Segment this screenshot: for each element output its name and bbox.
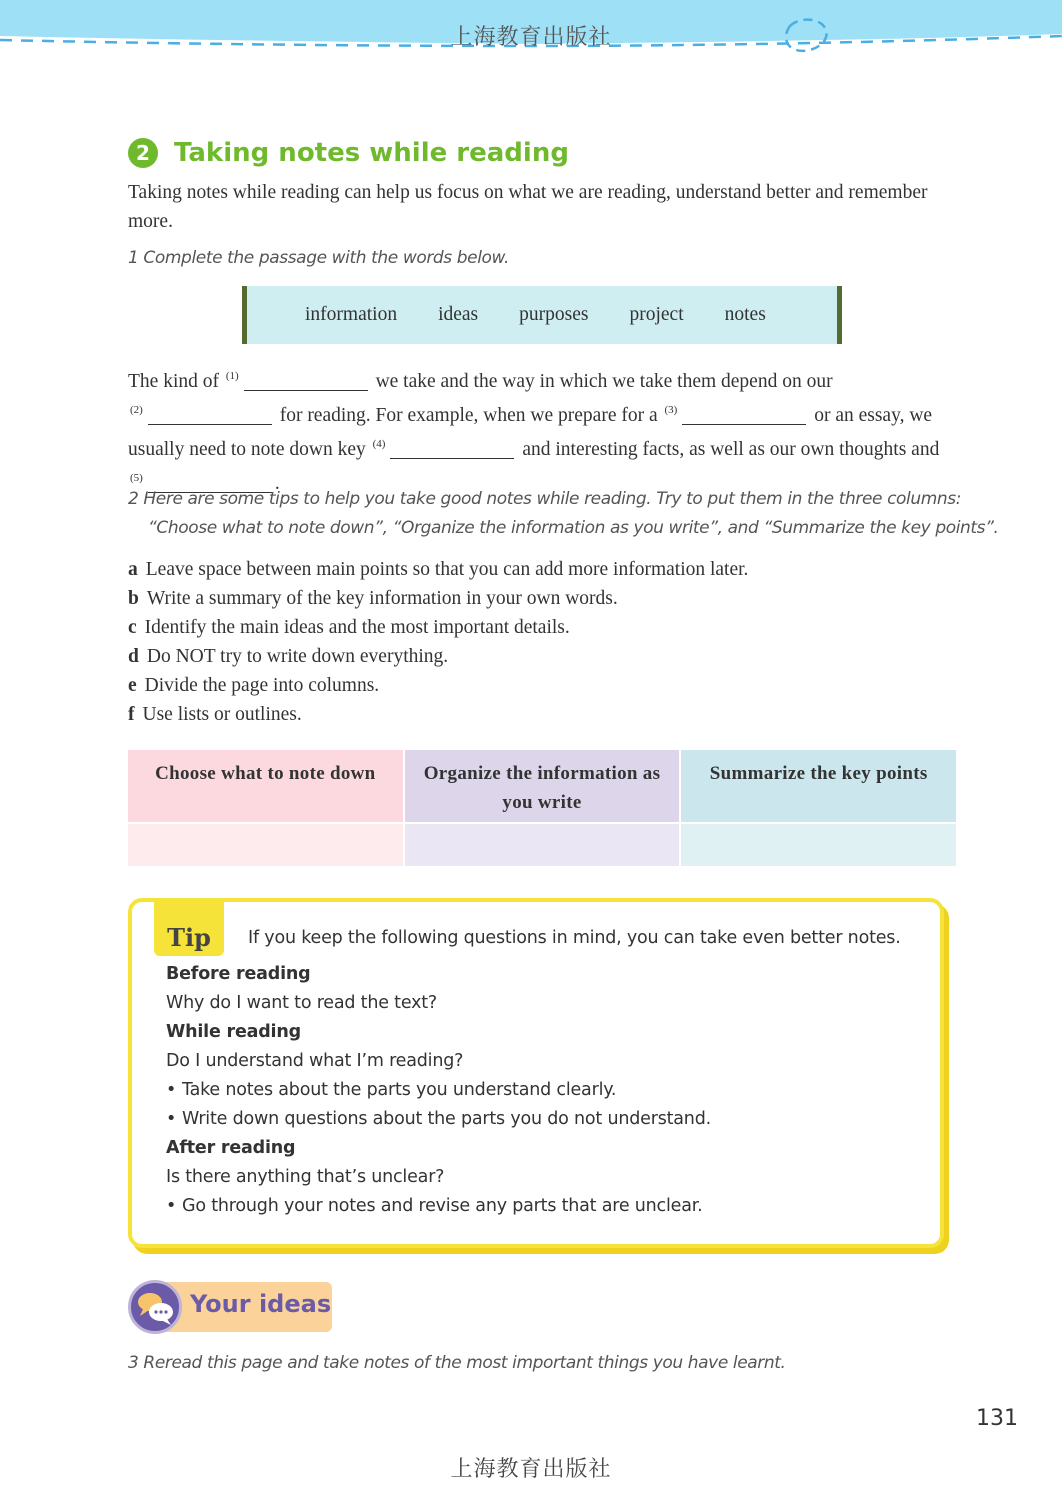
tip-question: Why do I want to read the text? <box>166 993 437 1013</box>
tip-text: Leave space between main points so that you can add more information later. <box>145 559 749 580</box>
tip-letter: b <box>128 588 139 609</box>
section-title: Taking notes while reading <box>174 138 569 168</box>
publisher-watermark-top: 上海教育出版社 <box>450 25 612 50</box>
tip-letter: d <box>128 646 139 667</box>
tip-bullet: • Write down questions about the parts you do not understand. <box>166 1105 926 1134</box>
blank-number: (5) <box>130 472 143 484</box>
passage-text: we take and the way in which we take them depend on our <box>375 371 833 392</box>
blank-4[interactable] <box>390 438 514 459</box>
tip-question: Is there anything that’s unclear? <box>166 1167 445 1187</box>
blank-number: (2) <box>130 404 143 416</box>
tips-list <box>128 555 948 729</box>
blank-3[interactable] <box>682 404 806 425</box>
page-number: 131 <box>976 1406 1018 1431</box>
tip-heading-before: Before reading <box>166 964 311 984</box>
tip-item <box>128 671 948 700</box>
tip-bullet: • Go through your notes and revise any parts that are unclear. <box>166 1192 926 1221</box>
tip-item <box>128 613 948 642</box>
your-ideas-banner <box>128 1280 333 1334</box>
tip-item <box>128 584 948 613</box>
exercise-1-instruction: 1 Complete the passage with the words below. <box>128 248 509 268</box>
passage-text: and interesting facts, as well as our own thoughts and <box>522 439 940 460</box>
tip-heading-while: While reading <box>166 1022 301 1042</box>
column-header: Summarize the key points <box>681 750 956 822</box>
tip-label <box>154 898 224 956</box>
section-heading <box>128 136 569 170</box>
column-choose <box>128 750 403 866</box>
column-organize <box>405 750 680 866</box>
tip-box <box>128 898 944 1248</box>
passage-text: The kind of <box>128 371 219 392</box>
tip-content <box>166 960 926 1221</box>
tip-letter: a <box>128 559 138 580</box>
blank-2[interactable] <box>148 404 272 425</box>
word-bank-item: purposes <box>519 304 589 325</box>
passage-text: . <box>274 473 280 494</box>
column-header: Organize the information as you write <box>405 750 680 822</box>
tip-letter: e <box>128 675 137 696</box>
column-summarize <box>681 750 956 866</box>
publisher-watermark-bottom: 上海教育出版社 <box>450 1457 612 1482</box>
word-bank <box>242 286 842 344</box>
tip-item <box>128 642 948 671</box>
cloze-passage <box>128 362 948 498</box>
tip-item <box>128 555 948 584</box>
column-answer-cell[interactable] <box>681 824 956 866</box>
tip-bullet: • Take notes about the parts you understand clearly. <box>166 1076 926 1105</box>
tip-text: Write a summary of the key information in your own words. <box>146 588 618 609</box>
speech-bubbles-icon <box>128 1280 182 1334</box>
exercise-2-instruction: 2 Here are some tips to help you take good notes while reading. Try to put them in the three columns: <box>128 489 962 509</box>
tip-heading-after: After reading <box>166 1138 296 1158</box>
tip-item <box>128 700 948 729</box>
section-number-badge: 2 <box>128 138 158 168</box>
exercise-3-instruction: 3 Reread this page and take notes of the most important things you have learnt. <box>128 1353 786 1373</box>
passage-text: or an essay, we usually need to note down key <box>128 405 933 460</box>
section-intro: Taking notes while reading can help us focus on what we are reading, understand better and remember more. <box>128 182 928 232</box>
word-bank-item: notes <box>724 304 766 325</box>
your-ideas-title: Your ideas <box>190 1290 332 1318</box>
column-answer-cell[interactable] <box>405 824 680 866</box>
word-bank-item: information <box>305 304 398 325</box>
tip-text: Identify the main ideas and the most important details. <box>144 617 570 638</box>
tip-text: Do NOT try to write down everything. <box>146 646 449 667</box>
passage-text: for reading. For example, when we prepare for a <box>279 405 658 426</box>
word-bank-item: ideas <box>438 304 479 325</box>
blank-number: (1) <box>225 370 239 382</box>
tip-letter: f <box>128 704 135 725</box>
tip-letter: c <box>128 617 137 638</box>
blank-1[interactable] <box>244 370 368 391</box>
word-bank-item: project <box>629 304 684 325</box>
blank-number: (3) <box>664 404 678 416</box>
blank-number: (4) <box>372 438 386 450</box>
tip-text: Divide the page into columns. <box>144 675 380 696</box>
tip-label-text: Tip <box>167 923 211 952</box>
exercise-2-instruction-cont: “Choose what to note down”, “Organize the information as you write”, and “Summarize the key points”. <box>148 518 999 538</box>
tip-text: Use lists or outlines. <box>142 704 302 725</box>
column-answer-cell[interactable] <box>128 824 403 866</box>
tip-intro: If you keep the following questions in mind, you can take even better notes. <box>248 928 901 948</box>
sorting-table <box>128 750 956 866</box>
tip-question: Do I understand what I’m reading? <box>166 1051 464 1071</box>
column-header: Choose what to note down <box>128 750 403 822</box>
